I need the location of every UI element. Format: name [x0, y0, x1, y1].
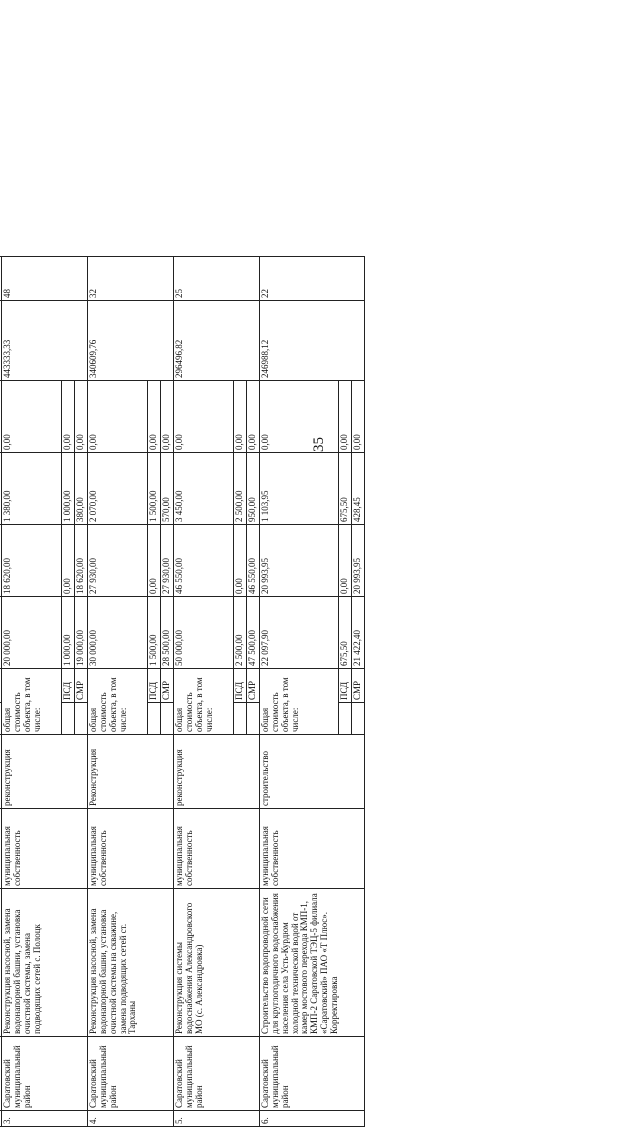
cost-value-cell: 20 000,00: [1, 597, 61, 669]
subrow-value-cell: 28 500,00: [160, 597, 173, 669]
subrow-spacer: [160, 703, 173, 735]
subrow-value-cell: 19 000,00: [74, 597, 87, 669]
work-type-cell: Реконструкция: [87, 735, 173, 809]
capacity-cell: 48: [1, 257, 87, 301]
row-number: 6.: [259, 1111, 364, 1127]
ownership-cell: муниципальная собственность: [173, 809, 259, 889]
subrow-label: ПСД: [61, 669, 74, 703]
subrow-value-cell: 0,00: [160, 381, 173, 453]
cost-value-cell: 2 070,00: [87, 453, 147, 525]
cost-value-cell: 27 930,00: [87, 525, 147, 597]
rotated-table-container: [0, 257, 365, 1127]
subrow-spacer: [233, 703, 246, 735]
subrow-label: СМР: [74, 669, 87, 703]
subrow-spacer: [74, 703, 87, 735]
subrow-value-cell: 428,45: [352, 453, 365, 525]
subrow-value-cell: 950,00: [246, 453, 259, 525]
total-value-cell: 340609,76: [87, 301, 173, 381]
subrow-value-cell: 675,50: [339, 453, 352, 525]
subrow-value-cell: 380,00: [74, 453, 87, 525]
work-type-cell: реконструкция: [1, 735, 87, 809]
total-value-cell: 246988,12: [259, 301, 364, 381]
district-cell: Саратовский муниципальный район: [259, 1037, 364, 1111]
subrow-label: СМР: [246, 669, 259, 703]
row-number: 5.: [173, 1111, 259, 1127]
subrow-value-cell: 21 422,40: [352, 597, 365, 669]
subrow-value-cell: 0,00: [147, 525, 160, 597]
subrow-value-cell: 675,50: [339, 597, 352, 669]
subrow-value-cell: 0,00: [246, 381, 259, 453]
subrow-label: ПСД: [147, 669, 160, 703]
capacity-cell: 32: [87, 257, 173, 301]
subrow-value-cell: 0,00: [339, 381, 352, 453]
total-value-cell: 443333,33: [1, 301, 87, 381]
cost-value-cell: 20 993,95: [259, 525, 338, 597]
cost-value-cell: 0,00: [259, 381, 338, 453]
table-row: [87, 257, 147, 1127]
subrow-value-cell: 0,00: [147, 381, 160, 453]
subrow-value-cell: 1 000,00: [61, 597, 74, 669]
ownership-cell: муниципальная собственность: [87, 809, 173, 889]
table-row: [259, 257, 338, 1127]
table-row: [1, 257, 61, 1127]
cost-label-cell: общая стоимость объекта, в том числе:: [259, 669, 338, 735]
ownership-cell: муниципальная собственность: [1, 809, 87, 889]
work-type-cell: строительство: [259, 735, 364, 809]
object-name-cell: Реконструкция насосной, замена водонапорной башни, установка очистной системы, замена подводящих сетей с. Полоцк: [1, 889, 87, 1037]
object-name-cell: Реконструкция насосной, замена водонапорной башни, установка очистной системы на скважине, замена подводящих сетей ст. Тарханы: [87, 889, 173, 1037]
object-name-cell: Строительство водопроводной сети для круглогодичного водоснабжения населения села Усть-Курдюм холодной технической водой от камер мостового перехода КМП-1, КМП-2 Саратовской ТЭЦ-5 филиала «Саратовский» ПАО «Т Плюс». Корректировка: [259, 889, 364, 1037]
row-number: 3.: [1, 1111, 87, 1127]
cost-value-cell: 46 550,00: [173, 525, 233, 597]
capacity-cell: 25: [173, 257, 259, 301]
table-row: [173, 257, 233, 1127]
district-cell: Саратовский муниципальный район: [173, 1037, 259, 1111]
capacity-cell: 22: [259, 257, 364, 301]
subrow-value-cell: 27 930,00: [160, 525, 173, 597]
ownership-cell: муниципальная собственность: [259, 809, 364, 889]
row-number: 4.: [87, 1111, 173, 1127]
subrow-value-cell: 1 500,00: [147, 453, 160, 525]
subrow-value-cell: 0,00: [339, 525, 352, 597]
subrow-label: СМР: [352, 669, 365, 703]
subrow-label: ПСД: [233, 669, 246, 703]
subrow-value-cell: 1 000,00: [61, 453, 74, 525]
cost-value-cell: 3 450,00: [173, 453, 233, 525]
cost-value-cell: 0,00: [87, 381, 147, 453]
subrow-spacer: [352, 703, 365, 735]
subrow-value-cell: 18 620,00: [74, 525, 87, 597]
subrow-value-cell: 0,00: [61, 381, 74, 453]
subrow-spacer: [61, 703, 74, 735]
cost-label-cell: общая стоимость объекта, в том числе:: [87, 669, 147, 735]
subrow-value-cell: 0,00: [233, 525, 246, 597]
subrow-spacer: [339, 703, 352, 735]
subrow-label: ПСД: [339, 669, 352, 703]
subrow-spacer: [147, 703, 160, 735]
subrow-value-cell: 46 550,00: [246, 525, 259, 597]
subrow-value-cell: 0,00: [352, 381, 365, 453]
page-number: 35: [311, 437, 327, 452]
investment-objects-table: [0, 256, 365, 1127]
subrow-value-cell: 0,00: [61, 525, 74, 597]
district-cell: Саратовский муниципальный район: [1, 1037, 87, 1111]
cost-value-cell: 1 103,95: [259, 453, 338, 525]
subrow-value-cell: 0,00: [74, 381, 87, 453]
cost-value-cell: 50 000,00: [173, 597, 233, 669]
cost-value-cell: 30 000,00: [87, 597, 147, 669]
subrow-value-cell: 1 500,00: [147, 597, 160, 669]
work-type-cell: реконструкция: [173, 735, 259, 809]
subrow-value-cell: 47 500,00: [246, 597, 259, 669]
subrow-value-cell: 2 500,00: [233, 597, 246, 669]
cost-label-cell: общая стоимость объекта, в том числе:: [1, 669, 61, 735]
subrow-value-cell: 20 993,95: [352, 525, 365, 597]
cost-label-cell: общая стоимость объекта, в том числе:: [173, 669, 233, 735]
cost-value-cell: 0,00: [1, 381, 61, 453]
subrow-spacer: [246, 703, 259, 735]
cost-value-cell: 22 097,90: [259, 597, 338, 669]
cost-value-cell: 18 620,00: [1, 525, 61, 597]
subrow-value-cell: 0,00: [233, 381, 246, 453]
district-cell: Саратовский муниципальный район: [87, 1037, 173, 1111]
subrow-value-cell: 570,00: [160, 453, 173, 525]
total-value-cell: 296496,82: [173, 301, 259, 381]
subrow-value-cell: 2 500,00: [233, 453, 246, 525]
object-name-cell: Реконструкция системы водоснабжения Александровского МО (с. Александровка): [173, 889, 259, 1037]
cost-value-cell: 0,00: [173, 381, 233, 453]
table-body: [0, 257, 365, 1127]
subrow-label: СМР: [160, 669, 173, 703]
cost-value-cell: 1 380,00: [1, 453, 61, 525]
